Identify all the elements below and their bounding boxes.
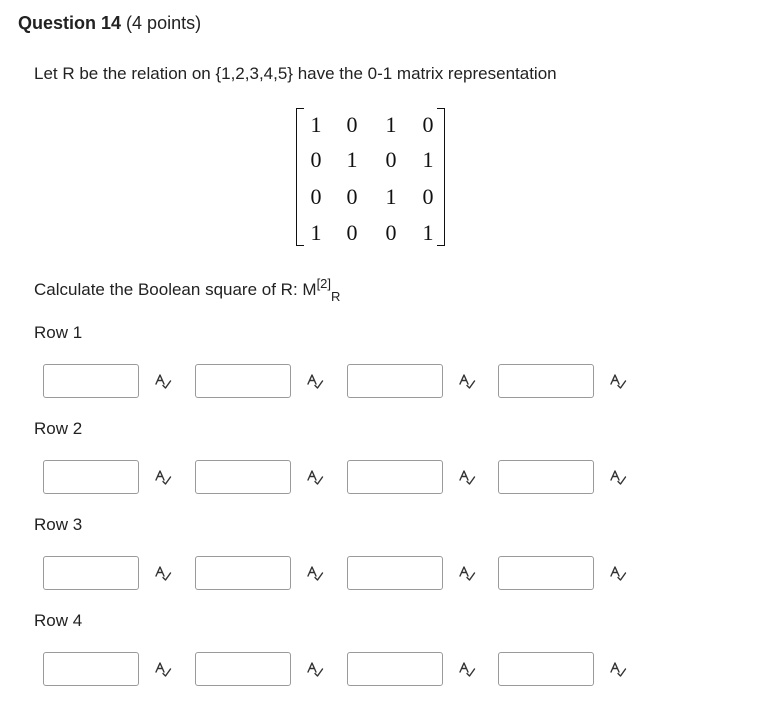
answer-row2-col2-input[interactable] [195,460,291,494]
answer-row1-col2-input[interactable] [195,364,291,398]
spell-check-icon[interactable] [609,660,627,678]
answer-row1-col1-input[interactable] [43,364,139,398]
question-points: (4 points) [126,13,202,33]
answer-row1-col3-input[interactable] [347,364,443,398]
row-label-4: Row 4 [34,611,83,630]
matrix-cell: 1 [385,184,397,209]
matrix-cell: 1 [385,112,397,137]
spell-check-icon[interactable] [458,564,476,582]
spell-check-icon[interactable] [609,468,627,486]
spell-check-icon[interactable] [306,564,324,582]
matrix-cell: 1 [422,220,434,245]
instruction-superscript: [2] [316,276,332,291]
matrix-cell: 0 [310,147,322,172]
matrix-cell: 1 [310,220,322,245]
spell-check-icon[interactable] [306,372,324,390]
matrix-cell: 1 [346,147,358,172]
answer-row4-col3-input[interactable] [347,652,443,686]
matrix-cell: 0 [422,112,434,137]
answer-row2-col3-input[interactable] [347,460,443,494]
answer-row4-col4-input[interactable] [498,652,594,686]
matrix-cell: 0 [310,184,322,209]
answer-row2-col1-input[interactable] [43,460,139,494]
relation-matrix [296,106,445,246]
matrix-cell: 0 [346,112,358,137]
spell-check-icon[interactable] [609,372,627,390]
spell-check-icon[interactable] [154,468,172,486]
spell-check-icon[interactable] [609,564,627,582]
matrix-right-bracket [437,108,445,246]
matrix-left-bracket [296,108,304,246]
matrix-cell: 0 [422,184,434,209]
row-label-2: Row 2 [34,419,83,438]
question-prompt: Let R be the relation on {1,2,3,4,5} have the 0-1 matrix representation [34,64,557,83]
spell-check-icon[interactable] [306,660,324,678]
row-label-1: Row 1 [34,323,83,342]
matrix-cell: 0 [346,220,358,245]
spell-check-icon[interactable] [306,468,324,486]
spell-check-icon[interactable] [154,564,172,582]
spell-check-icon[interactable] [458,660,476,678]
spell-check-icon[interactable] [458,468,476,486]
answer-row3-col4-input[interactable] [498,556,594,590]
question-header [18,12,201,34]
answer-row1-col4-input[interactable] [498,364,594,398]
spell-check-icon[interactable] [154,372,172,390]
instruction-text: Calculate the Boolean square of R: M [34,280,317,299]
matrix-cell: 0 [346,184,358,209]
answer-row3-col2-input[interactable] [195,556,291,590]
matrix-cell: 0 [385,220,397,245]
answer-row4-col1-input[interactable] [43,652,139,686]
spell-check-icon[interactable] [154,660,172,678]
matrix-cell: 0 [385,147,397,172]
answer-row3-col1-input[interactable] [43,556,139,590]
question-title: Question 14 [18,13,122,33]
row-label-3: Row 3 [34,515,83,534]
answer-row3-col3-input[interactable] [347,556,443,590]
answer-row4-col2-input[interactable] [195,652,291,686]
matrix-cell: 1 [310,112,322,137]
matrix-cell: 1 [422,147,434,172]
calculation-instruction [34,276,341,304]
instruction-subscript: R [331,289,341,304]
answer-row2-col4-input[interactable] [498,460,594,494]
spell-check-icon[interactable] [458,372,476,390]
